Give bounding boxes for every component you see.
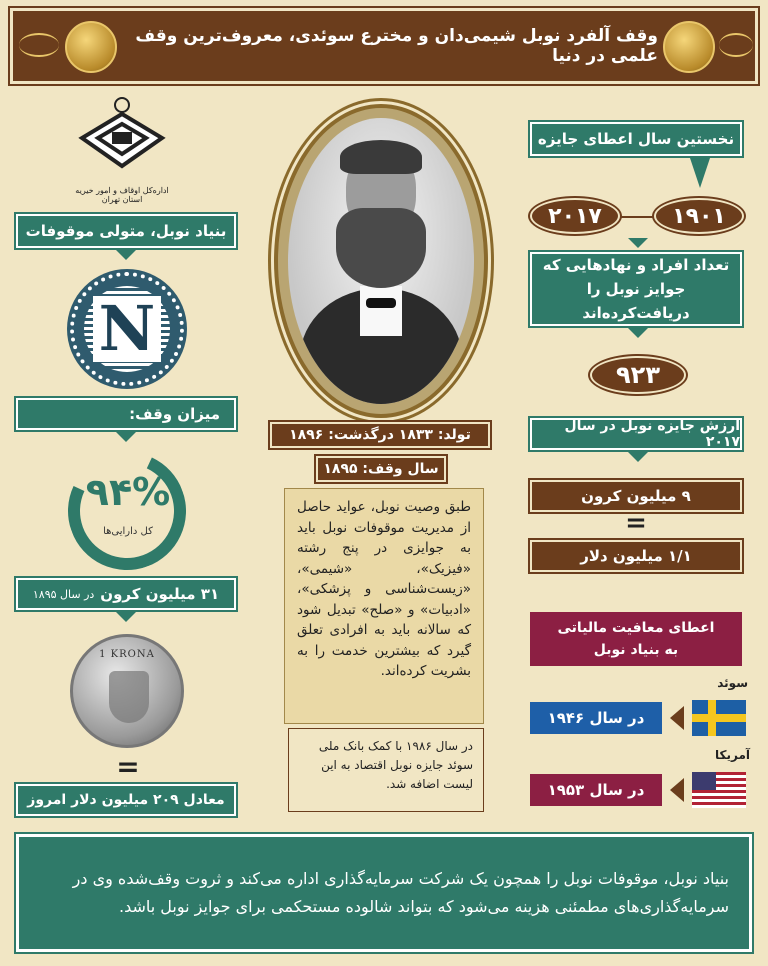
ornament-right-icon (719, 33, 753, 57)
flag-pointer-icon (670, 778, 684, 802)
medal-left-icon (65, 21, 117, 73)
year-2017-badge: ۲۰۱۷ (530, 198, 620, 234)
usa-flag-icon (692, 772, 746, 808)
percent-value: ۹۴% (85, 470, 171, 514)
logo-emblem-icon (72, 96, 172, 182)
portrait-collar (360, 286, 402, 336)
sweden-year-label: در سال ۱۹۴۶ (530, 702, 662, 734)
will-text: طبق وصیت نوبل، عواید حاصل از مدیریت موقوفات نوبل باید به جوایزی در پنج رشته «فیزیک»، «شیمی»، «زیست‌شناسی و پزشکی»، «ادبیات» و «صلح» تبدیل شود که سالانه باید به افرادی تعلق گیرد که بیشترین خدمت را به بشریت کرده‌اند. (297, 499, 471, 679)
today-value-label: معادل ۲۰۹ میلیون دلار امروز (16, 784, 236, 816)
prize-dollar-label: ۱/۱ میلیون دلار (530, 540, 742, 572)
note-box (288, 728, 484, 812)
equals-sign: = (116, 750, 140, 783)
amount-year: در سال ۱۸۹۵ (32, 587, 95, 601)
trustee-label: بنیاد نوبل، متولی موقوفات (16, 214, 236, 248)
portrait-bowtie (366, 298, 396, 308)
footer-banner (16, 834, 752, 952)
endow-year-label: سال وقف: ۱۸۹۵ (316, 456, 446, 482)
equals-sign: = (625, 508, 647, 538)
arrow-icon (116, 612, 136, 622)
krona-coin-image (70, 634, 184, 748)
will-description (284, 488, 484, 724)
ornament-left-icon (19, 33, 59, 57)
footer-text: بنیاد نوبل، موقوفات نوبل را همچون یک شرکت سرمایه‌گذاری اداره می‌کند و ثروت وقف‌شده وی در سرمایه‌گذاری‌های مطمئنی هزینه می‌شود که بتواند شالوده مستحکمی برای جوایز نوبل باشد. (72, 869, 729, 916)
arrow-icon (116, 250, 136, 260)
header-banner (10, 8, 758, 84)
year-connector (620, 216, 654, 218)
arrow-icon (628, 238, 648, 248)
amount-main: ۳۱ میلیون کرون (100, 585, 220, 603)
page-title: وقف آلفرد نوبل شیمی‌دان و مخترع سوئدی، معروف‌ترین وقف علمی در دنیا (135, 26, 658, 66)
usa-label: آمریکا (715, 748, 750, 762)
arrow-icon (690, 158, 710, 188)
logo-caption: اداره‌کل اوقاف و امور خیریه استان تهران (75, 186, 169, 204)
coin-text: 1 KRONA (99, 649, 155, 660)
arrow-icon (116, 432, 136, 442)
prize-value-label: ارزش جایزه نوبل در سال ۲۰۱۷ (530, 418, 742, 450)
organization-logo (72, 96, 172, 206)
year-1901-badge: ۱۹۰۱ (654, 198, 744, 234)
endowment-amount-label (16, 578, 236, 610)
portrait-hair (340, 140, 422, 174)
tax-exemption-label: اعطای معافیت مالیاتی به بنیاد نوبل (530, 612, 742, 666)
coin-crest-icon (109, 671, 149, 723)
flag-pointer-icon (670, 706, 684, 730)
arrow-icon (628, 328, 648, 338)
recipients-count-badge: ۹۲۳ (590, 356, 686, 394)
prize-krona-label: ۹ میلیون کرون (530, 480, 742, 512)
portrait-beard (336, 208, 426, 288)
arrow-icon (628, 452, 648, 462)
nobel-portrait (274, 104, 488, 418)
sweden-flag-icon (692, 700, 746, 736)
usa-year-label: در سال ۱۹۵۳ (530, 774, 662, 806)
nobel-n-emblem (70, 272, 184, 386)
economics-note: در سال ۱۹۸۶ با کمک بانک ملی سوئد جایزه نوبل اقتصاد به این لیست اضافه شد. (318, 739, 473, 791)
endowment-label: میزان وقف: (16, 398, 236, 430)
birth-death-label: تولد: ۱۸۳۳ درگذشت: ۱۸۹۶ (270, 422, 490, 448)
percent-caption: کل دارایی‌ها (103, 526, 153, 537)
recipients-label: تعداد افراد و نهادهایی که جوایز نوبل را دریافت‌کرده‌اند (530, 252, 742, 326)
first-year-label: نخستین سال اعطای جایزه (530, 122, 742, 156)
medal-right-icon (663, 21, 715, 73)
sweden-label: سوئد (717, 676, 748, 690)
nobel-n-letter: N (93, 296, 162, 362)
